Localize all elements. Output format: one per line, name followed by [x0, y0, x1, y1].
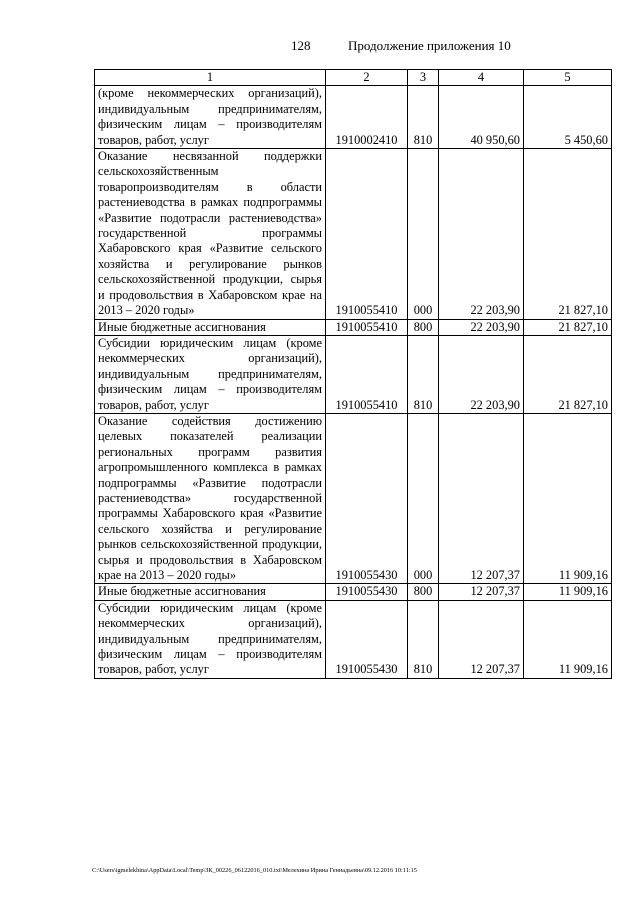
row-name: Субсидии юридическим лицам (кроме некоммерческих организаций), индивидуальным предпринимателям, физическим лицам – производителям товаров, работ, услуг [95, 600, 326, 678]
column-header-3: 3 [408, 70, 439, 86]
table-header-row [95, 70, 612, 86]
row-amount-col5: 21 827,10 [524, 335, 612, 413]
row-expense-type: 000 [408, 413, 439, 583]
row-name: Субсидии юридическим лицам (кроме некоммерческих организаций), индивидуальным предпринимателям, физическим лицам – производителям товаров, работ, услуг [95, 335, 326, 413]
row-amount-col4: 22 203,90 [439, 319, 524, 335]
row-target-code: 1910002410 [326, 86, 408, 149]
column-header-5: 5 [524, 70, 612, 86]
row-name: Оказание несвязанной поддержки сельскохозяйственным товаропроизводителям в области растениеводства в рамках подпрограммы «Развитие подотрасли растениеводства» государственной программы Хабаровского края «Развитие сельского хозяйства и регулирование рынков сельскохозяйственной продукции, сырья и продовольствия в Хабаровском крае на 2013 – 2020 годы» [95, 149, 326, 319]
table-row [95, 319, 612, 335]
page-header [0, 38, 640, 58]
column-header-4: 4 [439, 70, 524, 86]
row-amount-col5: 21 827,10 [524, 149, 612, 319]
table-row [95, 584, 612, 600]
row-amount-col4: 40 950,60 [439, 86, 524, 149]
row-expense-type: 810 [408, 335, 439, 413]
row-amount-col5: 11 909,16 [524, 584, 612, 600]
table-row [95, 413, 612, 583]
row-name: Иные бюджетные ассигнования [95, 319, 326, 335]
row-amount-col4: 22 203,90 [439, 335, 524, 413]
row-amount-col5: 11 909,16 [524, 413, 612, 583]
table-row [95, 335, 612, 413]
table-row [95, 86, 612, 149]
row-target-code: 1910055430 [326, 600, 408, 678]
budget-table [94, 69, 612, 679]
footer-file-path: C:\Users\igmelekhina\AppData\Local\Temp\ЗК_00226_06122016_010.txt\Мелехина Ирина Геннадьевна\09.12.2016 10:11:15 [92, 867, 417, 874]
row-name: (кроме некоммерческих организаций), индивидуальным предпринимателям, физическим лицам – производителям товаров, работ, услуг [95, 86, 326, 149]
row-target-code: 1910055430 [326, 413, 408, 583]
row-name: Иные бюджетные ассигнования [95, 584, 326, 600]
row-target-code: 1910055430 [326, 584, 408, 600]
row-target-code: 1910055410 [326, 149, 408, 319]
row-expense-type: 000 [408, 149, 439, 319]
row-amount-col4: 12 207,37 [439, 413, 524, 583]
row-expense-type: 800 [408, 319, 439, 335]
row-amount-col4: 12 207,37 [439, 584, 524, 600]
row-target-code: 1910055410 [326, 335, 408, 413]
row-target-code: 1910055410 [326, 319, 408, 335]
row-amount-col5: 11 909,16 [524, 600, 612, 678]
page-number: 128 [291, 38, 311, 53]
table-row [95, 149, 612, 319]
column-header-2: 2 [326, 70, 408, 86]
row-expense-type: 810 [408, 600, 439, 678]
row-expense-type: 800 [408, 584, 439, 600]
appendix-caption: Продолжение приложения 10 [348, 38, 511, 53]
row-amount-col4: 22 203,90 [439, 149, 524, 319]
row-amount-col4: 12 207,37 [439, 600, 524, 678]
column-header-1: 1 [95, 70, 326, 86]
row-amount-col5: 21 827,10 [524, 319, 612, 335]
row-name: Оказание содействия достижению целевых показателей реализации региональных программ развития агропромышленного комплекса в рамках подпрограммы «Развитие подотрасли растениеводства» государственной программы Хабаровского края «Развитие сельского хозяйства и регулирование рынков сельскохозяйственной продукции, сырья и продовольствия в Хабаровском крае на 2013 – 2020 годы» [95, 413, 326, 583]
table-row [95, 600, 612, 678]
row-expense-type: 810 [408, 86, 439, 149]
row-amount-col5: 5 450,60 [524, 86, 612, 149]
